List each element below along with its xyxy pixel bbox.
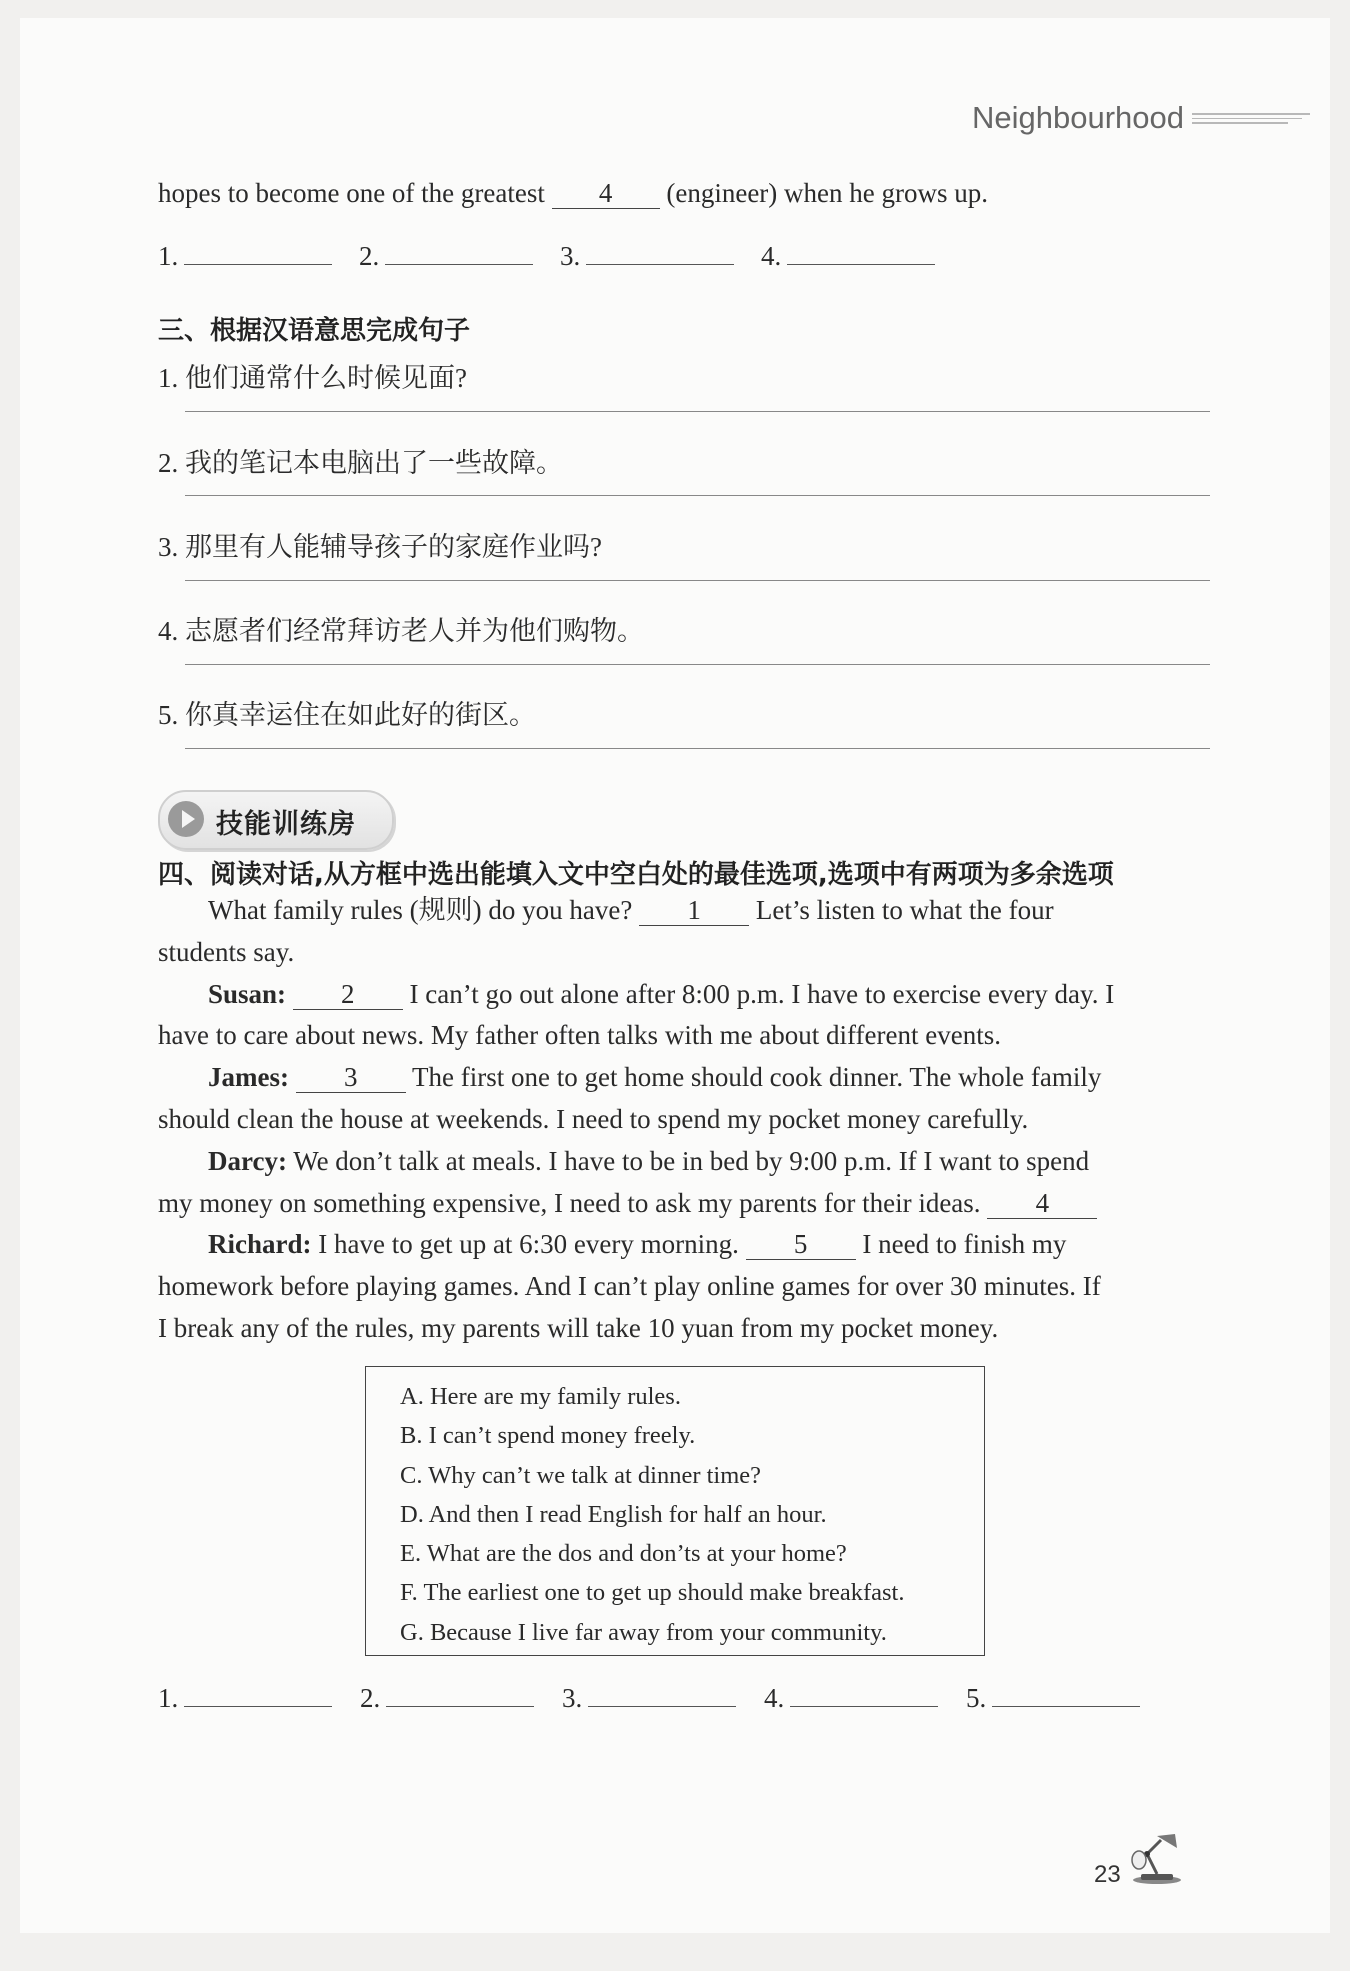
- options-box: [365, 1366, 985, 1656]
- section-4-title: 四、阅读对话,从方框中选出能填入文中空白处的最佳选项,选项中有两项为多余选项: [158, 860, 1114, 890]
- workbook-page: [20, 18, 1330, 1933]
- option-a: A. Here are my family rules.: [400, 1383, 681, 1410]
- writing-line-5[interactable]: [185, 748, 1210, 749]
- section-3-title: 三、根据汉语意思完成句子: [158, 316, 471, 346]
- option-c: C. Why can’t we talk at dinner time?: [400, 1461, 762, 1489]
- blank-4: 4: [552, 178, 660, 209]
- answer-blank[interactable]: [184, 240, 332, 265]
- answer-blank[interactable]: [184, 1682, 332, 1707]
- blank-3: 3: [296, 1062, 406, 1093]
- question-4: 4. 志愿者们经常拜访老人并为他们购物。: [158, 616, 644, 646]
- speaker-susan: Susan:: [208, 978, 287, 1009]
- answer-blank[interactable]: [787, 240, 935, 265]
- blank-4b: 4: [987, 1188, 1097, 1219]
- skill-training-badge: [158, 790, 394, 850]
- answer-blank[interactable]: [386, 1682, 534, 1707]
- answer-row-top: 1. 2. 3. 4.: [158, 240, 958, 280]
- speaker-darcy: Darcy:: [208, 1145, 287, 1176]
- option-e: E. What are the dos and don’ts at your home?: [400, 1540, 847, 1568]
- speaker-james: James:: [208, 1062, 289, 1093]
- question-2: 2. 我的笔记本电脑出了一些故障。: [158, 448, 563, 478]
- option-g: G. Because I live far away from your community.: [400, 1618, 887, 1646]
- answer-row-section4: 1. 2. 3. 4. 5.: [158, 1682, 1158, 1722]
- skill-label: 技能训练房: [216, 809, 356, 840]
- desk-lamp-icon: [1127, 1830, 1187, 1886]
- writing-line-3[interactable]: [185, 580, 1210, 581]
- writing-line-2[interactable]: [185, 495, 1210, 496]
- play-icon: [168, 801, 204, 837]
- writing-line-4[interactable]: [185, 664, 1210, 665]
- option-d: D. And then I read English for half an hour.: [400, 1500, 827, 1528]
- answer-blank[interactable]: [385, 240, 533, 265]
- question-5: 5. 你真幸运住在如此好的街区。: [158, 700, 536, 730]
- page-number: 23: [1094, 1861, 1121, 1888]
- answer-blank[interactable]: [790, 1682, 938, 1707]
- dialogue-passage: What family rules (规则) do you have? 1 Let’s listen to what the four students say. Susan: 2 I can’t go out alone after 8:00 p.m. I have to exercise every day. I have to care about news. My father often talks with me about different events. James: 3 The first one to get home should cook dinner. The whole family should clean the house at weekends. I need to spend my pocket money carefully. Darcy: We don’t talk at meals. I have to be in bed by 9:00 p.m. If I want to spend my money on something expensive, I need to ask my parents for their ideas. 4 Richard: I have to get up at 6:30 every morning. 5 I need to finish my homework before playing games. And I can’t play online games for over 30 minutes. If I break any of the rules, my parents will take 10 yuan from my pocket money.: [158, 895, 1115, 1343]
- question-1: 1. 他们通常什么时候见面?: [158, 363, 467, 393]
- answer-blank[interactable]: [588, 1682, 736, 1707]
- question-3: 3. 那里有人能辅导孩子的家庭作业吗?: [158, 532, 602, 562]
- option-b: B. I can’t spend money freely.: [400, 1422, 696, 1450]
- answer-blank[interactable]: [992, 1682, 1140, 1707]
- blank-1: 1: [639, 895, 749, 926]
- chapter-title: Neighbourhood: [971, 100, 1184, 135]
- writing-line-1[interactable]: [185, 411, 1210, 412]
- carryover-sentence: hopes to become one of the greatest 4 (engineer) when he grows up.: [158, 178, 988, 208]
- blank-5: 5: [746, 1229, 856, 1260]
- blank-2: 2: [293, 979, 403, 1010]
- option-f: F. The earliest one to get up should make breakfast.: [400, 1579, 905, 1607]
- header-decoration: [1192, 113, 1310, 127]
- answer-blank[interactable]: [586, 240, 734, 265]
- speaker-richard: Richard:: [208, 1229, 312, 1260]
